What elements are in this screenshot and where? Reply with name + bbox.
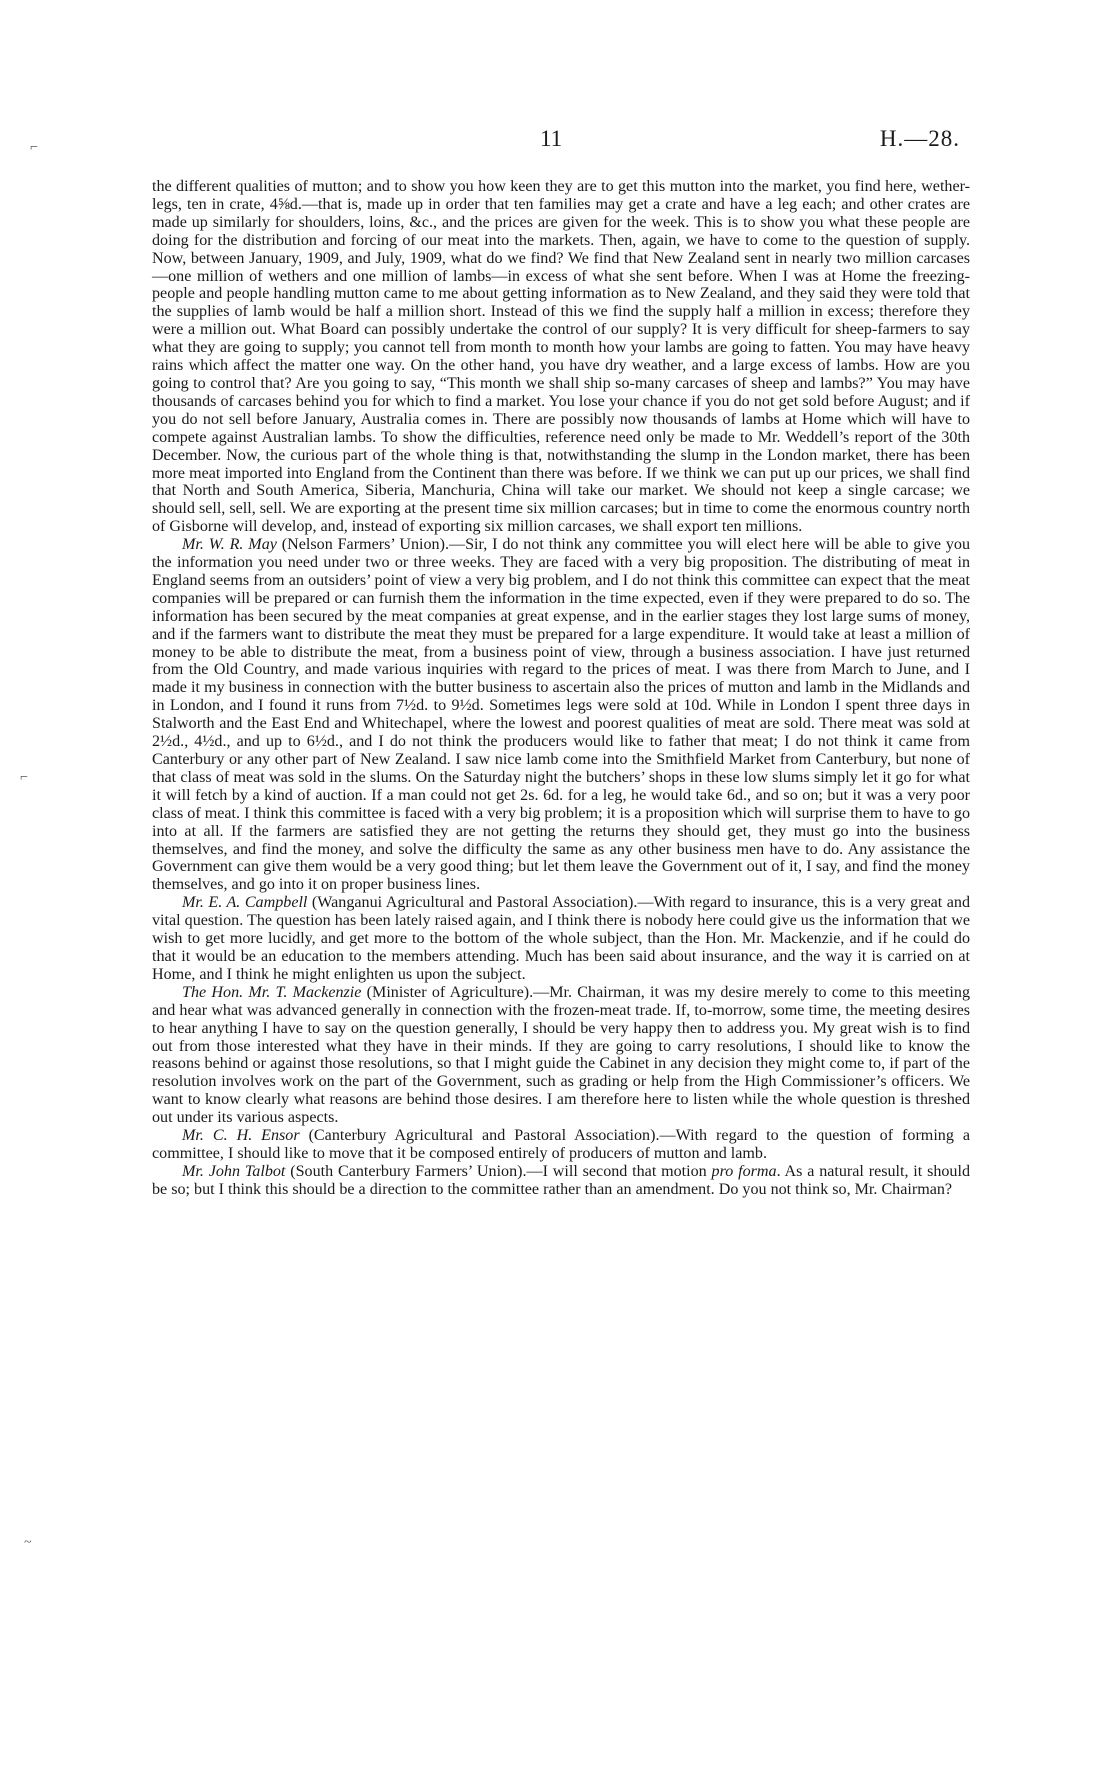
paragraph-text: (Minister of Agriculture).—Mr. Chairman, it was my desire merely to come to this meeting and hear what was advanced generally in connection with the frozen-meat trade. If, to-morrow, some time, the meeting desires to hear anything I have to say on the question generally, I should be very happy then to address you. My great wish is to find out from those interested what they have in their minds. If they are going to carry resolutions, I should like to know the reasons behind or against those resolutions, so that I might guide the Cabinet in any decision they might come to, if part of the resolution involves work on the part of the Government, such as grading or help from the High Commissioner’s officers. We want to know clearly what reasons are behind those desires. I am therefore here to listen while the whole question is threshed out under its various aspects. xyxy=(152,983,970,1127)
paragraph-text: (South Canterbury Farmers’ Union).—I will second that motion xyxy=(285,1162,712,1180)
paragraph xyxy=(152,178,970,536)
paragraph xyxy=(152,1127,970,1163)
margin-mark: ⌐ xyxy=(20,770,28,785)
margin-mark: ⌐ xyxy=(30,140,38,155)
document-reference: H.—28. xyxy=(879,126,960,151)
paragraph-text: (Wanganui Agricultural and Pastoral Association).—With regard to insurance, this is a very great and vital question. The question has been lately raised again, and I think there is nobody here could give us the information that we wish to get more lucidly, and get more to the bottom of the whole subject, than the Hon. Mr. Mackenzie, and if he could do that it would be an education to the members attending. Much has been said about insurance, and the way it is carried on at Home, and I think he might enlighten us upon the subject. xyxy=(152,894,970,983)
page-body xyxy=(152,178,970,1199)
paragraph xyxy=(152,536,970,894)
paragraph-text: the different qualities of mutton; and to show you how keen they are to get this mutton into the market, you find here, wether-legs, ten in crate, 4⅝d.—that is, made up in order that ten families may get a crate and have a leg each; and other crates are made up similarly for shoulders, loins, &c., and the prices are given for the week. This is to show you what these people are doing for the distribution and forcing of our meat into the markets. Then, again, we have to come to the question of supply. Now, between January, 1909, and July, 1909, what do we find? We find that New Zealand sent in nearly two million carcases—one million of wethers and one million of lambs—in excess of what she sent before. When I was at Home the freezing-people and people handling mutton came to me about getting information as to New Zealand, and they said they were told that the supplies of lamb would be half a million short. Instead of this we find the supply half a million in excess; therefore they were a million out. What Board can possibly undertake the control of our supply? It is very difficult for sheep-farmers to say what they are going to supply; you cannot tell from month to month how your lambs are going to fatten. You may have heavy rains which affect the matter one way. On the other hand, you have dry weather, and a large excess of lambs. How are you going to control that? Are you going to say, “This month we shall ship so-many carcases of sheep and lambs?” You may have thousands of carcases behind you for which to find a market. You lose your chance if you do not get sold before August; and if you do not sell before January, Australia comes in. There are possibly now thousands of lambs at Home which will have to compete against Australian lambs. To show the difficulties, reference need only be made to Mr. Weddell’s report of the 30th December. Now, the curious part of the whole thing is that, notwithstanding the slump in the London market, there has been more meat imported into England from the Continent than there was before. If we think we can put up our prices, we shall find that North and South America, Siberia, Manchuria, China will take our market. We should not keep a single carcase; we should sell, sell, sell. We are exporting at the present time six million carcases; but in time to come the enormous country north of Gisborne will develop, and, instead of exporting six million carcases, we shall export ten millions. xyxy=(152,178,970,536)
speaker-name: The Hon. Mr. T. Mackenzie xyxy=(182,983,362,1001)
page-header xyxy=(0,126,1114,156)
paragraph-text: (Nelson Farmers’ Union).—Sir, I do not think any committee you will elect here will be able to give you the information you need under two or three weeks. They are faced with a very big proposition. The distributing of meat in England seems from an outsiders’ point of view a very big problem, and I do not think this committee can expect that the meat companies will be prepared or can furnish them the information in the time expected, even if they were prepared to do so. The information has been secured by the meat companies at great expense, and in the earlier stages they lost large sums of money, and if the farmers want to distribute the meat they must be prepared for a large expenditure. It would take at least a million of money to be able to distribute the meat, from a business point of view, through a business association. I have just returned from the Old Country, and made various inquiries with regard to the prices of meat. I was there from March to June, and I made it my business in connection with the butter business to ascertain also the prices of mutton and lamb in the Midlands and in London, and I found it runs from 7½d. to 9½d. Sometimes legs were sold at 10d. While in London I spent three days in Stalworth and the East End and Whitechapel, where the lowest and poorest qualities of meat are sold. There meat was sold at 2½d., 4½d., and up to 6½d., and I do not think the producers would like to father that meat; I do not think it came from Canterbury or any other part of New Zealand. I saw nice lamb come into the Smithfield Market from Canterbury, but none of that class of meat was sold in the slums. On the Saturday night the butchers’ shops in these low slums simply let it go for what it will fetch by a kind of auction. If a man could not get 2s. 6d. for a leg, he would take 6d., and so on; but it was a very poor class of meat. I think this committee is faced with a very big problem; it is a proposition which will surprise them to have to go into at all. If the farmers are satisfied they are not getting the returns they should get, they must go into the business themselves, and find the money, and solve the difficulty the same as any other business men have to do. Any assistance the Government can give them would be a very good thing; but let them leave the Government out of it, I say, and find the money themselves, and go into it on proper business lines. xyxy=(152,536,971,894)
paragraph xyxy=(152,984,970,1127)
paragraph-text: (Canterbury Agricultural and Pastoral Association).—With regard to the question of forming a committee, I should like to move that it be composed entirely of producers of mutton and lamb. xyxy=(152,1127,970,1162)
margin-mark: ~ xyxy=(24,1535,32,1550)
speaker-name: Mr. E. A. Campbell xyxy=(182,894,308,912)
speaker-name: Mr. C. H. Ensor xyxy=(182,1127,300,1145)
speaker-name: Mr. W. R. May xyxy=(182,536,277,554)
paragraph-text-end: . As a natural result, it should be so; but I think this should be a direction to the committee rather than an amendment. Do you not think so, Mr. Chairman? xyxy=(152,1162,970,1198)
paragraph xyxy=(152,894,970,984)
latin-phrase: pro forma xyxy=(711,1162,777,1180)
paragraph xyxy=(152,1163,970,1199)
page-number: 11 xyxy=(540,126,563,151)
speaker-name: Mr. John Talbot xyxy=(182,1162,286,1180)
